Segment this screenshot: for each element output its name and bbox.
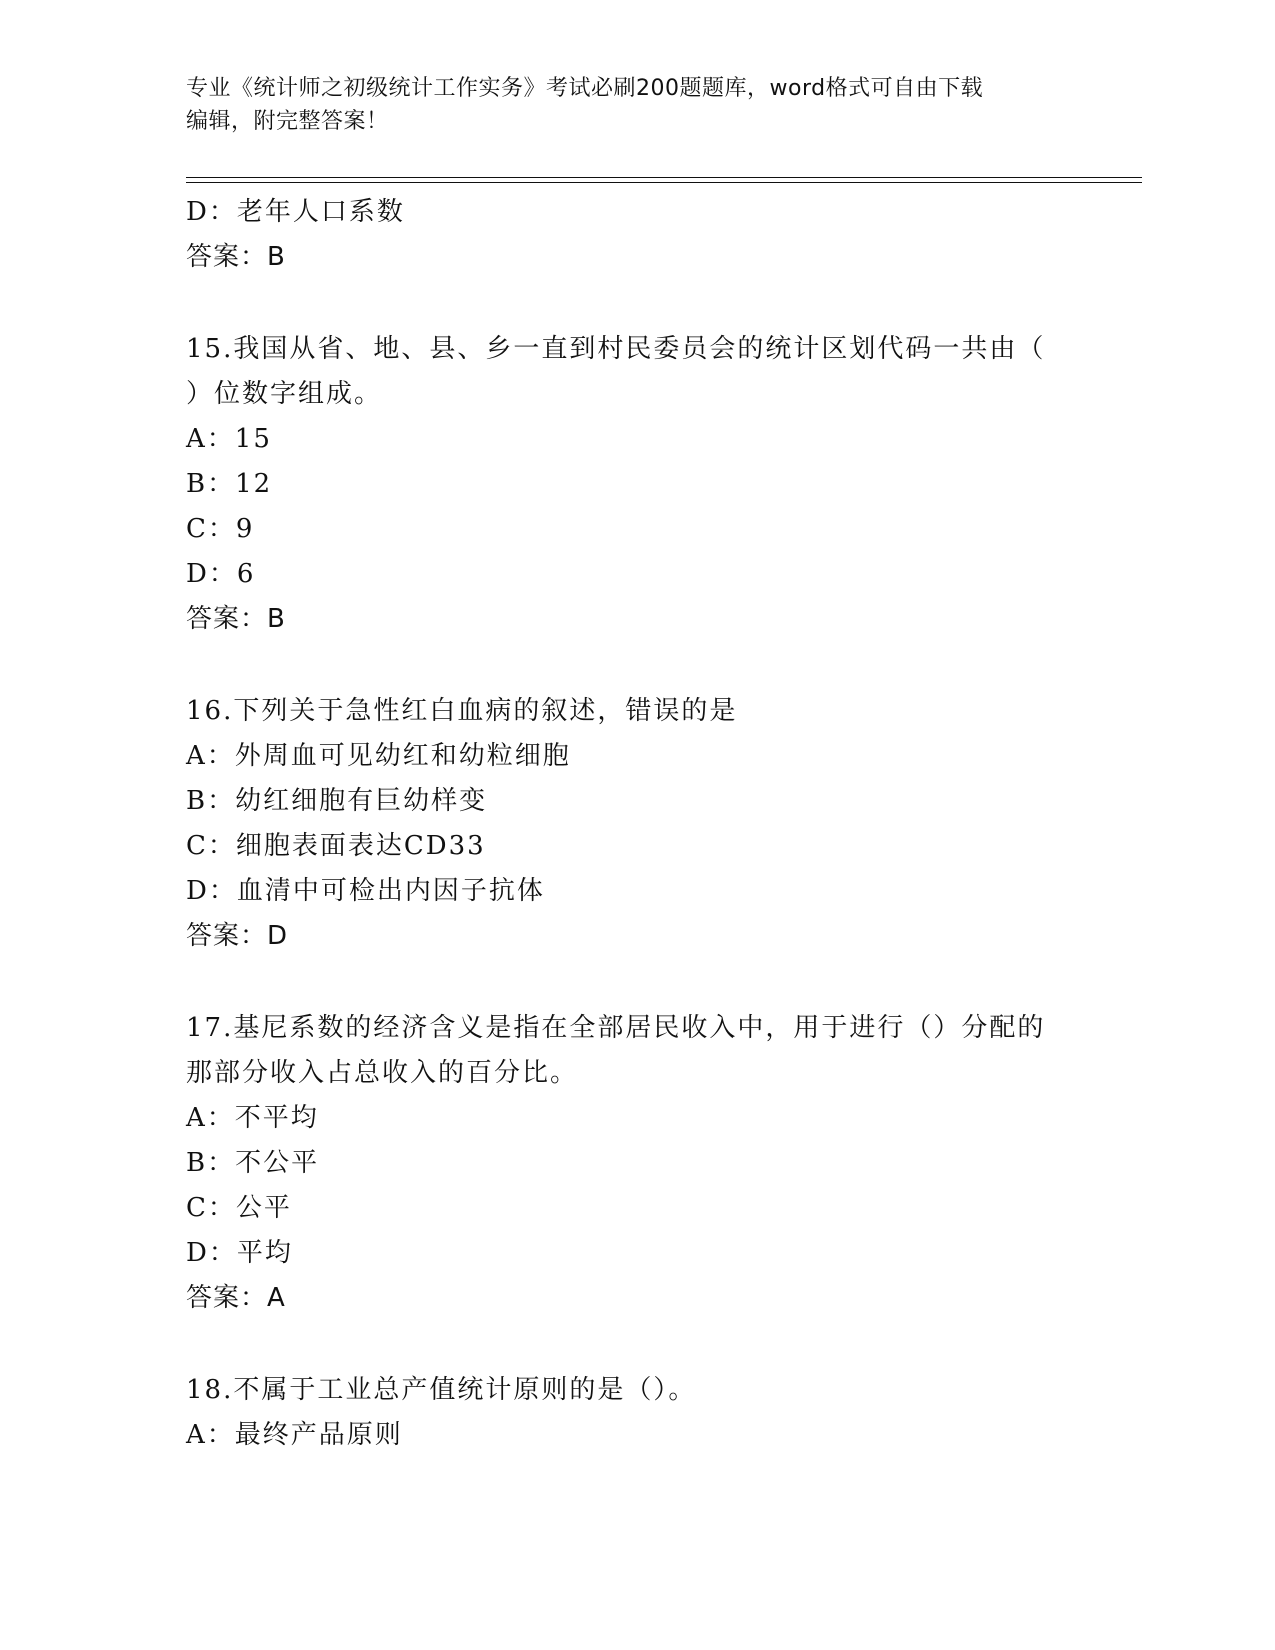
question-17 bbox=[186, 1006, 1086, 1321]
answer: 答案：B bbox=[186, 604, 286, 634]
page-header bbox=[186, 72, 1086, 138]
option-c: C：9 bbox=[186, 514, 255, 544]
option-b: B：12 bbox=[186, 469, 273, 499]
option-d: D：老年人口系数 bbox=[186, 197, 405, 227]
question-15 bbox=[186, 327, 1086, 642]
option-a: A：外周血可见幼红和幼粒细胞 bbox=[186, 741, 571, 771]
header-line-2: 编辑，附完整答案！ bbox=[186, 109, 389, 134]
option-a: A：15 bbox=[186, 424, 272, 454]
question-text-line-2: ）位数字组成。 bbox=[186, 379, 383, 409]
question-text-line-2: 那部分收入占总收入的百分比。 bbox=[186, 1058, 579, 1088]
answer: 答案：D bbox=[186, 921, 289, 951]
question-text-line-1: 15.我国从省、地、县、乡一直到村民委员会的统计区划代码一共由（ bbox=[186, 334, 1046, 364]
option-c: C：公平 bbox=[186, 1193, 292, 1223]
option-a: A：最终产品原则 bbox=[186, 1420, 403, 1450]
header-divider-bottom bbox=[186, 182, 1142, 183]
question-18 bbox=[186, 1368, 1086, 1458]
option-a: A：不平均 bbox=[186, 1103, 319, 1133]
option-d: D：6 bbox=[186, 559, 256, 589]
header-divider-top bbox=[186, 177, 1142, 178]
question-text-line-1: 18.不属于工业总产值统计原则的是（）。 bbox=[186, 1375, 697, 1405]
option-b: B：不公平 bbox=[186, 1148, 320, 1178]
question-16 bbox=[186, 689, 1086, 959]
answer: 答案：A bbox=[186, 1283, 286, 1313]
question-list bbox=[186, 190, 1086, 1458]
question-text-line-1: 17.基尼系数的经济含义是指在全部居民收入中，用于进行（）分配的 bbox=[186, 1013, 1046, 1043]
question-text-line-1: 16.下列关于急性红白血病的叙述，错误的是 bbox=[186, 696, 738, 726]
option-c: C：细胞表面表达CD33 bbox=[186, 831, 486, 861]
answer: 答案：B bbox=[186, 242, 286, 272]
option-d: D：血清中可检出内因子抗体 bbox=[186, 876, 545, 906]
option-d: D：平均 bbox=[186, 1238, 293, 1268]
header-line-1: 专业《统计师之初级统计工作实务》考试必刷200题题库，word格式可自由下载 bbox=[186, 76, 984, 101]
option-b: B：幼红细胞有巨幼样变 bbox=[186, 786, 488, 816]
